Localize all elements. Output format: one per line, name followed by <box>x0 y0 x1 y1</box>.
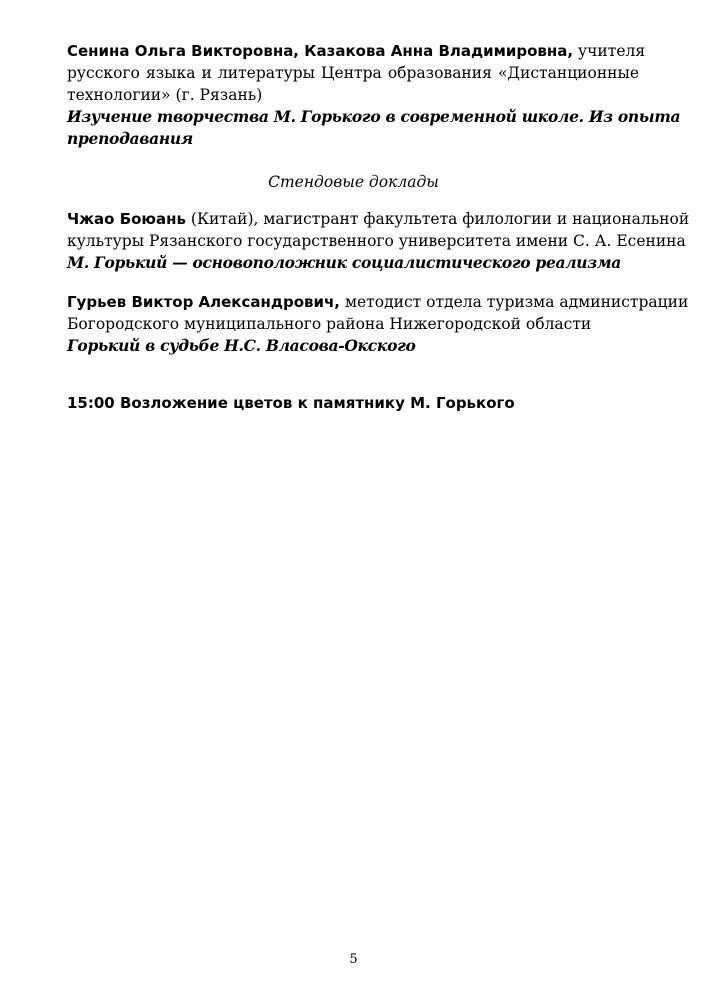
entry-line-1 <box>67 291 689 313</box>
author-description: (Китай), магистрант факультета филологии и национальной <box>186 210 690 228</box>
report-title-line-1: Изучение творчества М. Горького в современной школе. Из опыта <box>67 107 681 126</box>
entry-line-1 <box>67 208 690 230</box>
page-number: 5 <box>349 952 358 967</box>
author-names: Гурьев Виктор Александрович, <box>67 293 341 311</box>
author-description-line-2: русского языка и литературы Центра образования «Дистанционные <box>67 64 639 82</box>
report-entry-guryev <box>67 291 689 357</box>
entry-line-1 <box>67 40 646 62</box>
report-entry-zhao-boyuan <box>67 208 690 274</box>
author-description-line-3: технологии» (г. Рязань) <box>67 86 263 104</box>
author-description-line-2: культуры Рязанского государственного университета имени С. А. Есенина <box>67 232 686 250</box>
author-names: Чжао Боюань <box>67 210 186 228</box>
report-title-line-1: М. Горький — основоположник социалистического реализма <box>67 253 622 272</box>
author-names: Сенина Ольга Викторовна, Казакова Анна Владимировна, <box>67 42 574 60</box>
event-entry <box>67 392 639 414</box>
report-title-line-1: Горький в судьбе Н.С. Власова-Окского <box>67 336 416 355</box>
report-title-line-2: преподавания <box>67 129 193 148</box>
event-text: 15:00 Возложение цветов к памятнику М. Горького <box>67 394 515 412</box>
report-entry-senina-kazakova <box>67 40 681 150</box>
author-description: учителя <box>573 42 646 60</box>
author-description: методист отдела туризма администрации <box>340 293 689 311</box>
section-heading: Стендовые доклады <box>268 173 439 191</box>
author-description-line-2: Богородского муниципального района Нижегородской области <box>67 315 592 333</box>
